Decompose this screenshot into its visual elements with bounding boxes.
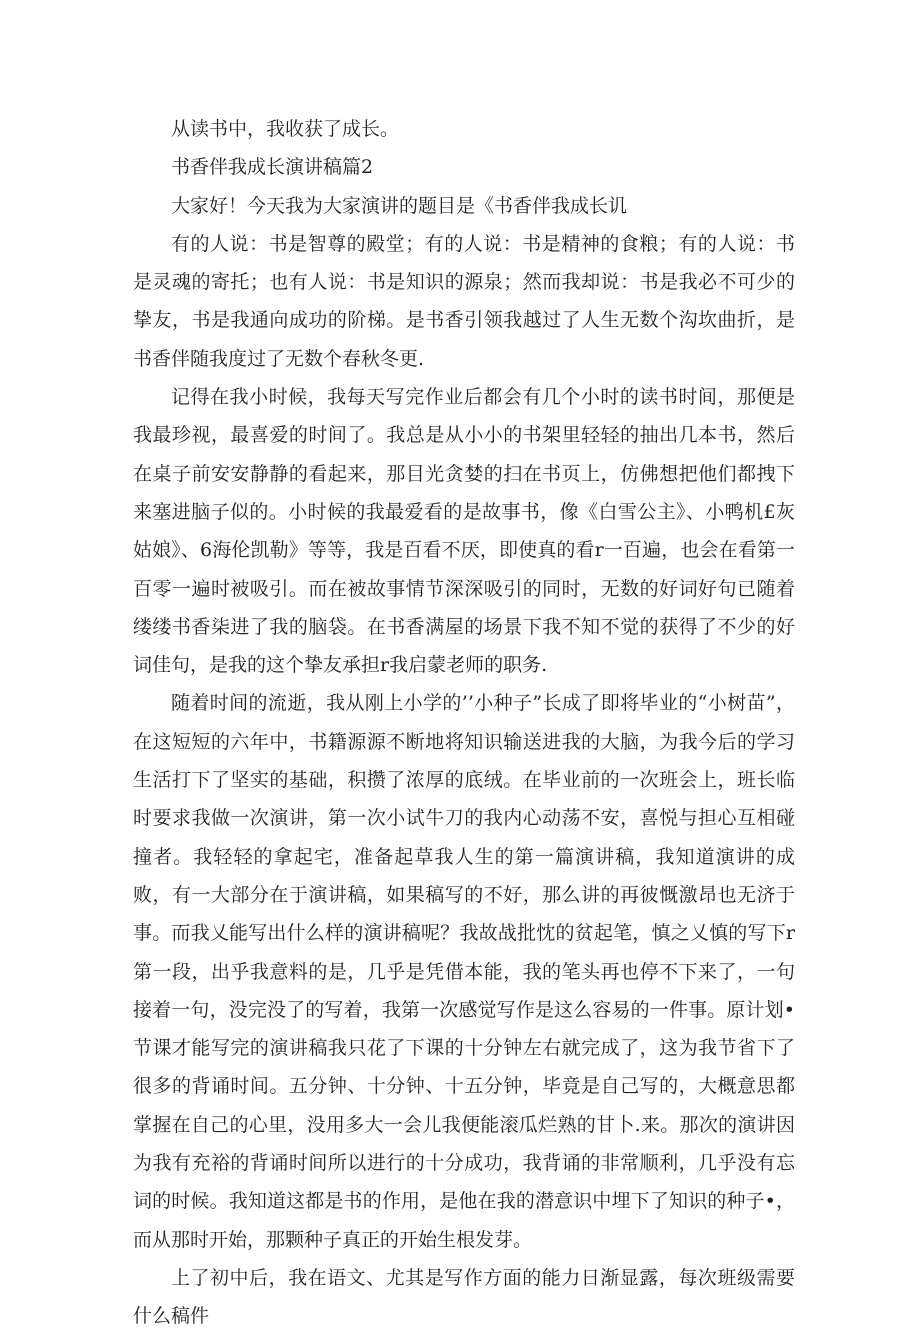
document-body bbox=[133, 110, 795, 1336]
paragraph-intro: 有的人说：书是智尊的殿堂；有的人说：书是精神的食粮；有的人说：书是灵魂的寄托；也有人说：书是知识的源泉；然而我却说：书是我必不可少的挚友，书是我通向成功的阶梯。是书香引领我越过了人生无数个沟坎曲折，是书香伴随我度过了无数个春秋冬更. bbox=[133, 232, 795, 370]
section-heading: 书香伴我成长演讲稿篇2 bbox=[171, 156, 374, 179]
paragraph-childhood: 记得在我小时候，我每天写完作业后都会有几个小时的读书时间，那便是我最珍视，最喜爱的时间了。我总是从小小的书架里轻轻的抽出几本书，然后在桌子前安安静静的看起来，那目光贪婪的扫在书页上，仿佛想把他们都拽下来塞进脑子似的。小时候的我最爱看的是故事书，像《白雪公主》、小鸭机£灰姑娘》、6海伦凯勒》等等，我是百看不厌，即使真的看r一百遍，也会在看第一百零一遍时被吸引。而在被故事情节深深吸引的同时，无数的好词好句已随着缕缕书香柒进了我的脑袋。在书香满屋的场景下我不知不觉的获得了不少的好词佳句，是我的这个挚友承担r我启蒙老师的职务. bbox=[133, 386, 795, 677]
paragraph-greeting: 大家好！今天我为大家演讲的题目是《书香伴我成长讥 bbox=[171, 194, 628, 217]
paragraph-growth: 随着时间的流逝，我从刚上小学的’’小种子”长成了即将毕业的“小树苗”，在这短短的六年中，书籍源源不断地将知识输送进我的大脑，为我今后的学习生活打下了坚实的基础，积攒了浓厚的底绒。在毕业前的一次班会上，班长临时要求我做一次演讲，第一次小试牛刀的我内心动荡不安，喜悦与担心互相碰撞者。我轻轻的拿起宅，准备起草我人生的第一篇演讲稿，我知道演讲的成败，有一大部分在于演讲稿，如果稿写的不好，那么讲的再彼慨激昂也无济于事。而我乂能写出什么样的演讲稿呢？我故战批忱的贫起笔，慎之乂慎的写下r第一段，出乎我意料的是，几乎是凭借本能，我的笔头再也停不下来了，一句接着一句，没完没了的写着，我第一次感觉写作是这么容易的一件事。原计划•节课才能写完的演讲稿我只花了下课的十分钟左右就完成了，这为我节省下了很多的背诵时间。五分钟、十分钟、十五分钟，毕竟是自己写的，大概意思都掌握在自己的心里，没用多大一会儿我便能滚瓜烂熟的甘卜.来。那次的演讲因为我有充裕的背诵时间所以进行的十分成功，我背诵的非常顺利，几乎没有忘词的时候。我知道这都是书的作用，是他在我的潜意识中埋下了知识的种子•，而从那时开始，那颗种子真正的开始生根发芽。 bbox=[133, 692, 795, 1251]
paragraph-closing-line: 从读书中，我收获了成长。 bbox=[171, 118, 400, 140]
paragraph-middle-school: 上了初中后，我在语文、尤其是写作方面的能力日渐显露，每次班级需要什么稿件 bbox=[133, 1266, 795, 1328]
